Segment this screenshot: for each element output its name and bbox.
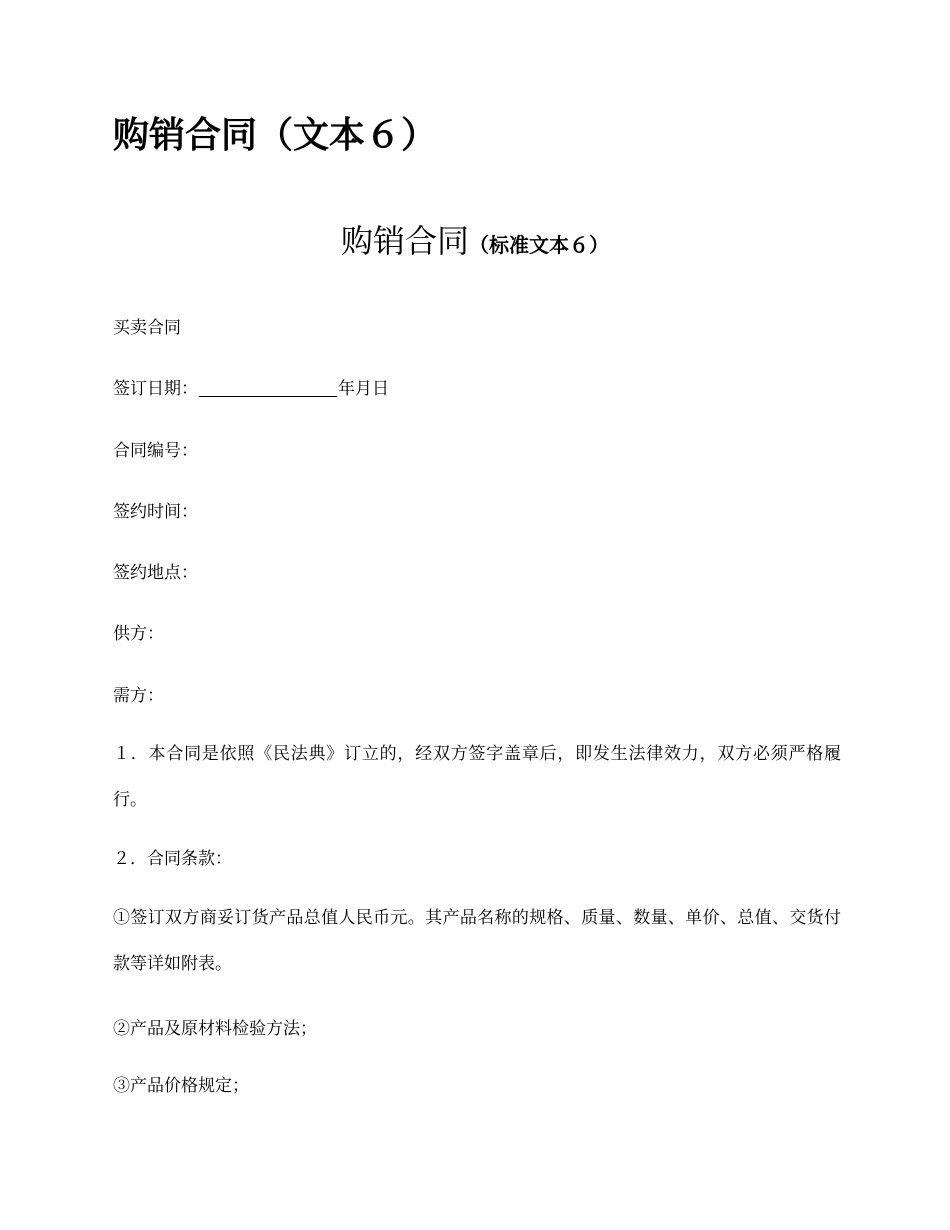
item-2: ②产品及原材料检验方法； [113,1019,317,1039]
contract-heading-sub: （标准文本６） [469,233,609,257]
sign-date-blank [199,378,337,397]
sign-date-label: 签订日期： [113,379,198,399]
item-3: ③产品价格规定； [113,1076,249,1096]
sign-place-label: 签约地点： [113,563,198,583]
item-1: ①签订双方商妥订货产品总值人民币元。其产品名称的规格、质量、数量、单价、总值、交货付款等详如附表。 [113,908,841,974]
buyer-label: 需方： [113,686,164,706]
document-title: 购销合同（文本６） [113,115,438,156]
sign-date-suffix: 年月日 [338,379,389,399]
contract-heading [0,218,950,264]
clause-1: １．本合同是依照《民法典》订立的，经双方签字盖章后，即发生法律效力，双方必须严格履行。 [113,744,841,810]
supplier-label: 供方： [113,624,164,644]
contract-heading-main: 购销合同 [340,222,469,260]
sign-date-line [113,376,843,402]
contract-type: 买卖合同 [113,318,181,338]
clause-2: ２．合同条款： [113,849,232,869]
sign-time-label: 签约时间： [113,502,198,522]
contract-no-label: 合同编号： [113,441,198,461]
